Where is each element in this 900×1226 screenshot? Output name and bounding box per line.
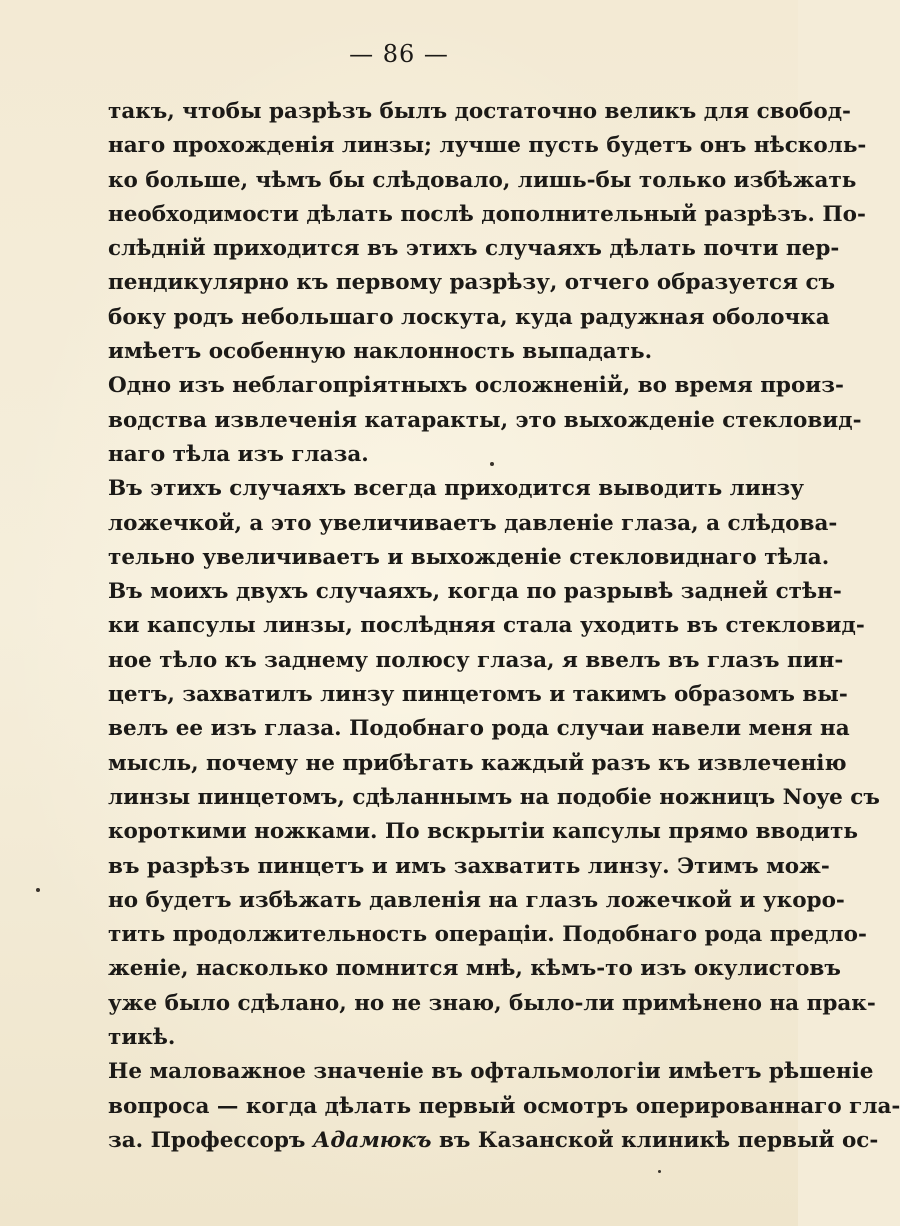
text-line: короткими ножками. По вскрытіи капсулы прямо вводить — [108, 819, 858, 845]
text-line: водства извлеченія катаракты, это выхожденіе стекловид- — [108, 407, 862, 433]
text-line: но будетъ избѣжать давленія на глазъ ложечкой и укоро- — [108, 887, 845, 913]
text-line: Одно изъ неблагопріятныхъ осложненій, во время произ- — [108, 373, 844, 399]
text-segment: въ Казанской клиникѣ первый ос- — [438, 1127, 879, 1153]
text-segment: за. Профессоръ — [108, 1127, 306, 1153]
text-line: тикѣ. — [108, 1025, 176, 1051]
text-line: имѣетъ особенную наклонность выпадать. — [108, 339, 653, 365]
text-line: наго тѣла изъ глаза. — [108, 441, 369, 467]
text-line: уже было сдѣлано, но не знаю, было-ли примѣнено на прак- — [108, 990, 876, 1016]
text-line: цетъ, захватилъ линзу пинцетомъ и такимъ образомъ вы- — [108, 682, 848, 708]
text-line: ки капсулы линзы, послѣдняя стала уходить въ стекловид- — [108, 613, 865, 639]
page-number: — 86 — — [349, 40, 449, 68]
ink-speck — [658, 1170, 661, 1173]
text-line: такъ, чтобы разрѣзъ былъ достаточно великъ для свобод- — [108, 99, 851, 124]
text-line: Въ этихъ случаяхъ всегда приходится выводить линзу — [108, 476, 804, 502]
text-line: мысль, почему не прибѣгать каждый разъ къ извлеченію — [108, 750, 847, 776]
text-line: въ разрѣзъ пинцетъ и имъ захватить линзу. Этимъ мож- — [108, 853, 830, 879]
text-line: ное тѣло къ заднему полюсу глаза, я ввелъ въ глазъ пин- — [108, 647, 844, 673]
body-text — [108, 95, 900, 1158]
text-line: ко больше, чѣмъ бы слѣдовало, лишь-бы только избѣжать — [108, 167, 857, 193]
ink-speck — [490, 462, 494, 466]
text-line: ложечкой, а это увеличиваетъ давленіе глаза, а слѣдова- — [108, 510, 838, 536]
italic-surname: Адамюкъ — [312, 1127, 432, 1153]
text-line-final — [108, 1124, 879, 1158]
text-line: Не маловажное значеніе въ офтальмологіи имѣетъ рѣшеніе — [108, 1059, 874, 1085]
text-line: пендикулярно къ первому разрѣзу, отчего образуется съ — [108, 270, 836, 296]
text-line: линзы пинцетомъ, сдѣланнымъ на подобіе ножницъ Noye съ — [108, 784, 880, 810]
text-line: необходимости дѣлать послѣ дополнительный разрѣзъ. По- — [108, 201, 866, 227]
text-line: велъ ее изъ глаза. Подобнаго рода случаи навели меня на — [108, 716, 850, 742]
text-line: тельно увеличиваетъ и выхожденіе стекловиднаго тѣла. — [108, 544, 830, 570]
text-line: вопроса — когда дѣлать первый осмотръ оперированнаго гла- — [108, 1093, 900, 1119]
text-line: слѣдній приходится въ этихъ случаяхъ дѣлать почти пер- — [108, 236, 840, 262]
text-line: Въ моихъ двухъ случаяхъ, когда по разрывѣ задней стѣн- — [108, 579, 842, 605]
text-line: наго прохожденія линзы; лучше пусть будетъ онъ нѣсколь- — [108, 133, 867, 159]
text-line: женіе, насколько помнится мнѣ, кѣмъ-то изъ окулистовъ — [108, 956, 841, 982]
text-line: боку родъ небольшаго лоскута, куда радужная оболочка — [108, 304, 830, 330]
text-line: тить продолжительность операціи. Подобнаго рода предло- — [108, 922, 867, 948]
ink-speck — [36, 888, 40, 892]
